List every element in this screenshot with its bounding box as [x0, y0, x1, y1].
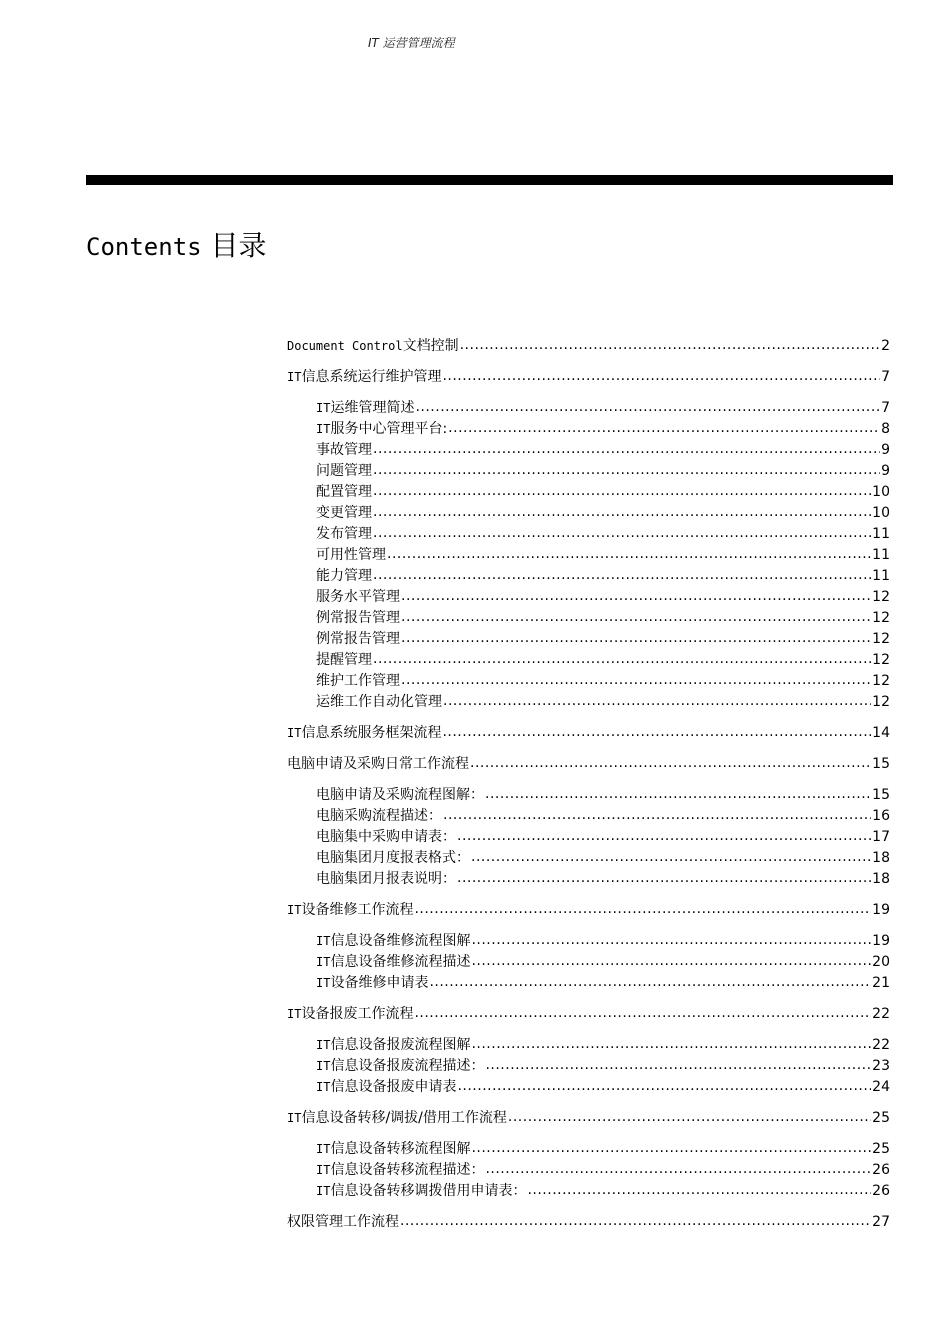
toc-entry-label — [287, 1108, 507, 1129]
toc-dot-leader — [448, 418, 880, 439]
toc-entry-text: 例常报告管理 — [316, 631, 400, 647]
toc-entry-text: 例常报告管理 — [316, 610, 400, 626]
toc-entry-label — [316, 952, 470, 973]
toc-entry[interactable] — [287, 931, 890, 952]
toc-entry-prefix: IT — [287, 1111, 302, 1125]
toc-dot-leader — [400, 1211, 871, 1232]
header-rule — [86, 175, 893, 185]
toc-entry-label — [316, 629, 400, 650]
table-of-contents — [287, 336, 890, 1233]
toc-dot-leader — [471, 930, 871, 951]
toc-entry-prefix: IT — [316, 1142, 331, 1156]
toc-dot-leader — [401, 670, 871, 691]
toc-entry[interactable] — [287, 398, 890, 419]
toc-page-number: 21 — [872, 975, 890, 991]
toc-entry-text: 信息设备维修流程描述 — [330, 954, 471, 970]
toc-page-number: 23 — [872, 1058, 890, 1074]
toc-entry-text: 提醒管理 — [316, 652, 372, 668]
toc-entry-text: 电脑采购流程描述： — [316, 808, 442, 824]
toc-page-number: 12 — [872, 631, 890, 647]
toc-entry[interactable] — [287, 692, 890, 713]
toc-entry-label — [316, 419, 447, 440]
toc-entry-label — [287, 1212, 399, 1233]
toc-dot-leader — [471, 951, 871, 972]
toc-entry-label — [316, 440, 372, 461]
toc-entry-text: 能力管理 — [316, 568, 372, 584]
toc-entry-label — [316, 461, 372, 482]
toc-dot-leader — [373, 481, 871, 502]
toc-entry-text: 权限管理工作流程 — [287, 1214, 399, 1230]
toc-entry-label — [316, 545, 386, 566]
toc-entry-prefix: IT — [287, 1007, 302, 1021]
toc-entry[interactable] — [287, 524, 890, 545]
toc-dot-leader — [457, 868, 871, 889]
toc-entry[interactable] — [287, 336, 890, 357]
toc-entry[interactable] — [287, 869, 890, 890]
toc-entry-prefix: IT — [316, 976, 331, 990]
toc-entry[interactable] — [287, 629, 890, 650]
toc-entry-label — [316, 608, 400, 629]
toc-dot-leader — [373, 502, 871, 523]
toc-entry[interactable] — [287, 1108, 890, 1129]
toc-dot-leader — [443, 691, 871, 712]
toc-dot-leader — [470, 753, 871, 774]
toc-entry-text: 设备报废工作流程 — [301, 1006, 414, 1022]
toc-entry-label — [287, 723, 441, 744]
toc-page-number: 11 — [872, 526, 890, 542]
toc-dot-leader — [460, 335, 880, 356]
toc-entry[interactable] — [287, 671, 890, 692]
toc-entry-text: 可用性管理 — [316, 547, 386, 563]
toc-entry[interactable] — [287, 587, 890, 608]
toc-entry-text: 维护工作管理 — [316, 673, 400, 689]
toc-entry[interactable] — [287, 723, 890, 744]
toc-entry-label — [287, 1004, 413, 1025]
toc-dot-leader — [373, 439, 880, 460]
toc-page-number: 15 — [872, 756, 890, 772]
toc-entry-label — [316, 785, 484, 806]
toc-page-number: 7 — [881, 400, 890, 416]
toc-entry-label — [287, 367, 441, 388]
toc-entry-text: 问题管理 — [316, 463, 372, 479]
toc-entry-label — [316, 650, 372, 671]
toc-dot-leader — [442, 366, 880, 387]
toc-dot-leader — [429, 972, 871, 993]
toc-page-number: 18 — [872, 871, 890, 887]
toc-entry[interactable] — [287, 827, 890, 848]
toc-dot-leader — [442, 722, 871, 743]
toc-entry-text: 信息设备转移流程描述： — [330, 1162, 485, 1178]
toc-entry[interactable] — [287, 1077, 890, 1098]
toc-page-number: 19 — [872, 902, 890, 918]
toc-page-number: 22 — [872, 1006, 890, 1022]
toc-page-number: 12 — [872, 694, 890, 710]
toc-entry[interactable] — [287, 785, 890, 806]
toc-entry[interactable] — [287, 503, 890, 524]
toc-entry-text: 信息设备维修流程图解 — [330, 933, 471, 949]
toc-entry-label — [316, 1181, 526, 1202]
toc-entry-label — [287, 754, 469, 775]
toc-dot-leader — [485, 1055, 871, 1076]
toc-dot-leader — [373, 523, 871, 544]
toc-entry-label — [316, 827, 456, 848]
toc-entry-text: 信息设备转移调拨借用申请表： — [330, 1183, 527, 1199]
toc-entry-prefix: IT — [316, 955, 331, 969]
toc-entry-text: 运维工作自动化管理 — [316, 694, 442, 710]
toc-page-number: 20 — [872, 954, 890, 970]
toc-page-number: 9 — [881, 442, 890, 458]
toc-entry[interactable] — [287, 1139, 890, 1160]
toc-entry-text: 电脑申请及采购流程图解： — [316, 787, 484, 803]
toc-entry-text: 信息系统运行维护管理 — [301, 369, 442, 385]
toc-entry-prefix: IT — [316, 934, 331, 948]
toc-entry-text: 服务水平管理 — [316, 589, 400, 605]
toc-dot-leader — [443, 805, 871, 826]
toc-entry-text: 文档控制 — [402, 338, 459, 354]
toc-entry-label — [316, 1139, 470, 1160]
toc-entry-text: 配置管理 — [316, 484, 372, 500]
toc-entry[interactable] — [287, 900, 890, 921]
toc-page-number: 26 — [872, 1183, 890, 1199]
toc-entry-label — [316, 1077, 456, 1098]
toc-entry-label — [316, 566, 372, 587]
toc-page-number: 18 — [872, 850, 890, 866]
toc-entry-prefix: IT — [316, 422, 331, 436]
toc-entry-label — [316, 806, 442, 827]
toc-entry-text: 信息设备报废流程描述： — [330, 1058, 485, 1074]
page-title — [86, 226, 267, 267]
toc-page-number: 25 — [872, 1141, 890, 1157]
toc-page-number: 16 — [872, 808, 890, 824]
toc-entry-text: 信息系统服务框架流程 — [301, 725, 442, 741]
toc-page-number: 12 — [872, 652, 890, 668]
toc-entry[interactable] — [287, 440, 890, 461]
toc-entry-label — [316, 931, 470, 952]
toc-entry[interactable] — [287, 545, 890, 566]
toc-entry[interactable] — [287, 650, 890, 671]
toc-entry[interactable] — [287, 952, 890, 973]
toc-page-number: 19 — [872, 933, 890, 949]
toc-entry[interactable] — [287, 608, 890, 629]
toc-dot-leader — [373, 649, 871, 670]
toc-entry-label — [316, 503, 372, 524]
toc-entry-text: 事故管理 — [316, 442, 372, 458]
toc-page-number: 12 — [872, 589, 890, 605]
toc-entry-prefix: IT — [316, 1038, 331, 1052]
toc-page-number: 9 — [881, 463, 890, 479]
toc-entry-prefix: IT — [316, 1059, 331, 1073]
toc-entry-label — [316, 524, 372, 545]
toc-dot-leader — [471, 1034, 871, 1055]
toc-entry-label — [316, 973, 428, 994]
toc-entry-text: 电脑集团月度报表格式： — [316, 850, 470, 866]
toc-entry[interactable] — [287, 367, 890, 388]
toc-entry-prefix: IT — [316, 401, 331, 415]
toc-dot-leader — [457, 826, 871, 847]
toc-entry[interactable] — [287, 1004, 890, 1025]
toc-entry-label — [316, 1056, 484, 1077]
toc-entry-prefix: IT — [287, 903, 302, 917]
toc-dot-leader — [485, 1159, 871, 1180]
toc-entry-label — [316, 1160, 484, 1181]
toc-entry-label — [316, 848, 470, 869]
toc-dot-leader — [401, 586, 871, 607]
toc-page-number: 8 — [881, 421, 890, 437]
toc-entry[interactable] — [287, 848, 890, 869]
toc-page-number: 7 — [881, 369, 890, 385]
toc-dot-leader — [471, 847, 871, 868]
toc-entry-text: 发布管理 — [316, 526, 372, 542]
toc-entry-label — [316, 1035, 470, 1056]
toc-entry-prefix: IT — [287, 726, 302, 740]
toc-entry-text: 电脑集团月报表说明： — [316, 871, 456, 887]
toc-page-number: 15 — [872, 787, 890, 803]
toc-page-number: 12 — [872, 673, 890, 689]
toc-dot-leader — [387, 544, 871, 565]
toc-entry[interactable] — [287, 1035, 890, 1056]
toc-entry-text: 运维管理简述 — [330, 400, 415, 416]
page-title-latin: Contents — [86, 233, 202, 261]
toc-page-number: 12 — [872, 610, 890, 626]
toc-page-number: 10 — [872, 505, 890, 521]
toc-entry-prefix: IT — [287, 370, 302, 384]
toc-dot-leader — [457, 1076, 871, 1097]
toc-entry-label — [316, 482, 372, 503]
toc-entry[interactable] — [287, 566, 890, 587]
toc-entry-text: 信息设备报废流程图解 — [330, 1037, 471, 1053]
toc-entry-text: 变更管理 — [316, 505, 372, 521]
toc-dot-leader — [373, 565, 871, 586]
toc-entry-text: 信息设备转移/调拔/借用工作流程 — [301, 1110, 507, 1126]
toc-entry[interactable] — [287, 1181, 890, 1202]
toc-entry[interactable] — [287, 1160, 890, 1181]
toc-page-number: 17 — [872, 829, 890, 845]
toc-page-number: 11 — [872, 547, 890, 563]
toc-entry[interactable] — [287, 973, 890, 994]
toc-entry[interactable] — [287, 1212, 890, 1233]
toc-entry-text: 服务中心管理平台: — [330, 421, 448, 437]
toc-dot-leader — [414, 899, 871, 920]
toc-entry-label — [316, 692, 442, 713]
toc-entry-text: 电脑集中采购申请表： — [316, 829, 456, 845]
toc-dot-leader — [414, 1003, 871, 1024]
toc-page-number: 2 — [881, 338, 890, 354]
toc-dot-leader — [415, 397, 880, 418]
page-title-cjk: 目录 — [210, 229, 267, 262]
toc-entry-label — [316, 398, 414, 419]
toc-entry[interactable] — [287, 806, 890, 827]
toc-entry[interactable] — [287, 1056, 890, 1077]
toc-entry-label — [287, 336, 459, 357]
toc-entry-label — [287, 900, 413, 921]
toc-dot-leader — [508, 1107, 871, 1128]
toc-dot-leader — [401, 628, 871, 649]
toc-entry-prefix: IT — [316, 1163, 331, 1177]
toc-page-number: 10 — [872, 484, 890, 500]
toc-dot-leader — [485, 784, 871, 805]
toc-page-number: 14 — [872, 725, 890, 741]
toc-entry[interactable] — [287, 754, 890, 775]
toc-entry-text: 信息设备报废申请表 — [330, 1079, 457, 1095]
running-header: IT 运营管理流程 — [368, 36, 455, 50]
toc-page-number: 22 — [872, 1037, 890, 1053]
toc-entry-text: 电脑申请及采购日常工作流程 — [287, 756, 469, 772]
toc-entry-text: 设备维修工作流程 — [301, 902, 414, 918]
toc-entry-text: 信息设备转移流程图解 — [330, 1141, 471, 1157]
toc-dot-leader — [373, 460, 880, 481]
toc-entry[interactable] — [287, 419, 890, 440]
toc-entry-prefix: IT — [316, 1080, 331, 1094]
toc-dot-leader — [401, 607, 871, 628]
toc-page-number: 27 — [872, 1214, 890, 1230]
toc-page-number: 26 — [872, 1162, 890, 1178]
toc-entry-label — [316, 869, 456, 890]
toc-entry[interactable] — [287, 461, 890, 482]
toc-entry-prefix: Document Control — [287, 339, 403, 353]
toc-entry-label — [316, 671, 400, 692]
toc-entry-label — [316, 587, 400, 608]
toc-dot-leader — [471, 1138, 871, 1159]
toc-dot-leader — [527, 1180, 871, 1201]
toc-entry[interactable] — [287, 482, 890, 503]
toc-entry-prefix: IT — [316, 1184, 331, 1198]
toc-page-number: 11 — [872, 568, 890, 584]
toc-entry-text: 设备维修申请表 — [330, 975, 429, 991]
toc-page-number: 24 — [872, 1079, 890, 1095]
toc-page-number: 25 — [872, 1110, 890, 1126]
